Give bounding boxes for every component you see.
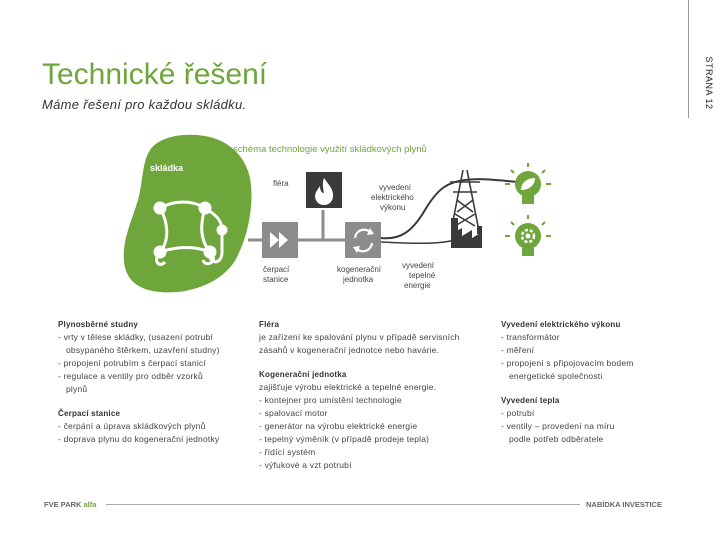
text-line: - čerpání a úprava skládkových plynů [58,421,206,431]
section-heading: Kogenerační jednotka [259,370,347,379]
footer-brand: FVE PARK alfa [44,500,97,509]
heat-line [381,240,455,243]
text-line: zásahů v kogenerační jednotce nebo havárie. [259,345,440,355]
footer-divider [106,504,580,505]
cogen-box [345,222,381,258]
flare-label: fléra [273,179,289,188]
text-line: - potrubí [501,408,535,418]
column-flare-cogen [259,318,489,472]
page-number: STRANA 12 [704,56,714,110]
text-line: - regulace a ventily pro odběr vzorků [58,371,203,381]
power-label: vyvedení elektrického výkonu [371,183,414,212]
text-line: - doprava plynu do kogenerační jednotky [58,434,220,444]
text-line: - transformátor [501,332,560,342]
column-power-heat [501,318,691,446]
cogen-label: kogenerační jednotka [337,265,382,284]
landfill-label: skládka [150,163,184,173]
pump-label: čerpací stanice [263,265,290,284]
text-line: je zařízení ke spalování plynu v případě servisních [259,332,460,342]
text-line: podle potřeb odběratele [509,434,604,444]
column-wells-pump [58,318,258,446]
text-line: - propojení s připojovacím bodem [501,358,634,368]
lightbulb-gear-icon [505,215,551,256]
text-line: energetické společnosti [509,371,603,381]
text-line: - propojení potrubím s čerpací stanicí [58,358,206,368]
landfill-area [124,135,252,293]
section-heading: Vyvedení tepla [501,396,560,405]
text-line: - tepelný výměník (v případě prodeje tepla) [259,434,430,444]
text-line: plynů [66,384,88,394]
text-line: - generátor na výrobu elektrické energie [259,421,418,431]
section-heading: Vyvedení elektrického výkonu [501,320,621,329]
text-line: - ventily – provedení na míru [501,421,615,431]
section-heading: Čerpací stanice [58,409,121,418]
text-line: obsypaného štěrkem, uzavření studny) [66,345,220,355]
page-subtitle: Máme řešení pro každou skládku. [42,97,247,112]
diagram-heading: schéma technologie využití skládkových plynů [233,144,427,155]
text-line: zajišťuje výrobu elektrické a tepelné energie. [259,382,437,392]
heat-label: vyvedení tepelné energie [402,261,436,290]
lightbulb-leaf-icon [505,163,551,204]
section-heading: Fléra [259,320,280,329]
page-title: Technické řešení [42,58,268,91]
text-line: - vrty v tělese skládky, (usazení potrubí [58,332,213,342]
footer-section-label: NABÍDKA INVESTICE [586,500,662,509]
text-line: - kontejner pro umístění technologie [259,395,402,405]
text-line: - spalovací motor [259,408,328,418]
text-line: - výfukové a vzt potrubí [259,460,352,470]
section-heading: Plynosběrné studny [58,320,139,329]
text-line: - měření [501,345,535,355]
text-line: - řídící systém [259,447,316,457]
